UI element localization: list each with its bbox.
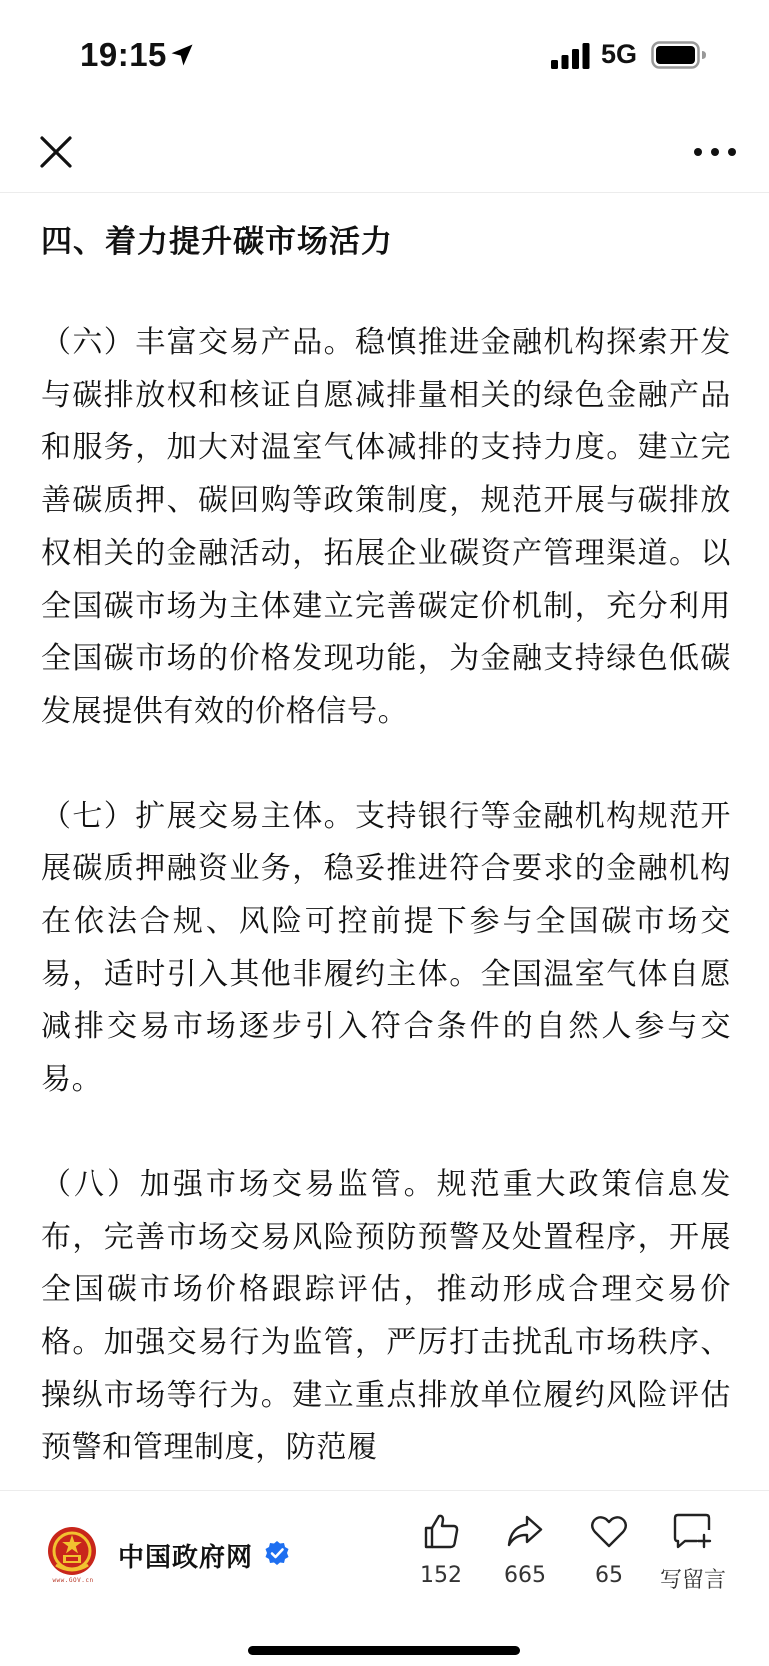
share-button[interactable] [480, 1511, 570, 1588]
verified-badge-icon [264, 1540, 290, 1566]
national-emblem-icon[interactable] [46, 1525, 98, 1577]
write-comment-button[interactable] [648, 1511, 738, 1594]
write-comment-label: 写留言 [659, 1568, 726, 1593]
favorite-button[interactable] [564, 1511, 654, 1588]
status-time: 19:15 [80, 36, 167, 73]
network-type: 5G [601, 39, 638, 69]
cellular-signal-icon [551, 43, 591, 69]
account-name[interactable]: 中国政府网 [118, 1543, 254, 1573]
location-arrow-icon [168, 41, 196, 69]
home-indicator[interactable] [248, 1646, 520, 1655]
like-count: 152 [420, 1563, 462, 1588]
paragraph-8: （八）加强市场交易监管。规范重大政策信息发布，完善市场交易风险预防预警及处置程序，开展全国碳市场价格跟踪评估，推动形成合理交易价格。加强交易行为监管，严厉打击扰乱市场秩序、操纵市场等行为。建立重点排放单位履约风险评估预警和管理制度，防范履 [41, 1166, 731, 1466]
section-heading: 四、着力提升碳市场活力 [41, 224, 393, 260]
like-button[interactable] [396, 1511, 486, 1588]
more-horizontal-icon[interactable] [690, 132, 740, 172]
battery-icon [651, 41, 707, 69]
share-icon [505, 1511, 545, 1551]
paragraph-6: （六）丰富交易产品。稳慎推进金融机构探索开发与碳排放权和核证自愿减排量相关的绿色金融产品和服务，加大对温室气体减排的支持力度。建立完善碳质押、碳回购等政策制度，规范开展与碳排放权相关的金融活动，拓展企业碳资产管理渠道。以全国碳市场为主体建立完善碳定价机制，充分利用全国碳市场的价格发现功能，为金融支持绿色低碳发展提供有效的价格信号。 [41, 325, 731, 729]
comment-add-icon [673, 1511, 713, 1551]
thumbs-up-icon [421, 1511, 461, 1551]
article-body [41, 192, 731, 1490]
share-count: 665 [504, 1563, 546, 1588]
heart-icon [589, 1511, 629, 1551]
bottom-toolbar [0, 1490, 769, 1666]
status-bar [0, 0, 769, 110]
favorite-count: 65 [595, 1563, 623, 1588]
nav-bar [0, 110, 769, 193]
paragraph-7: （七）扩展交易主体。支持银行等金融机构规范开展碳质押融资业务，稳妥推进符合要求的金融机构在依法合规、风险可控前提下参与全国碳市场交易，适时引入其他非履约主体。全国温室气体自愿减排交易市场逐步引入符合条件的自然人参与交易。 [41, 798, 731, 1098]
close-icon[interactable] [36, 132, 76, 172]
emblem-caption: www.GOV.cn [52, 1577, 94, 1584]
